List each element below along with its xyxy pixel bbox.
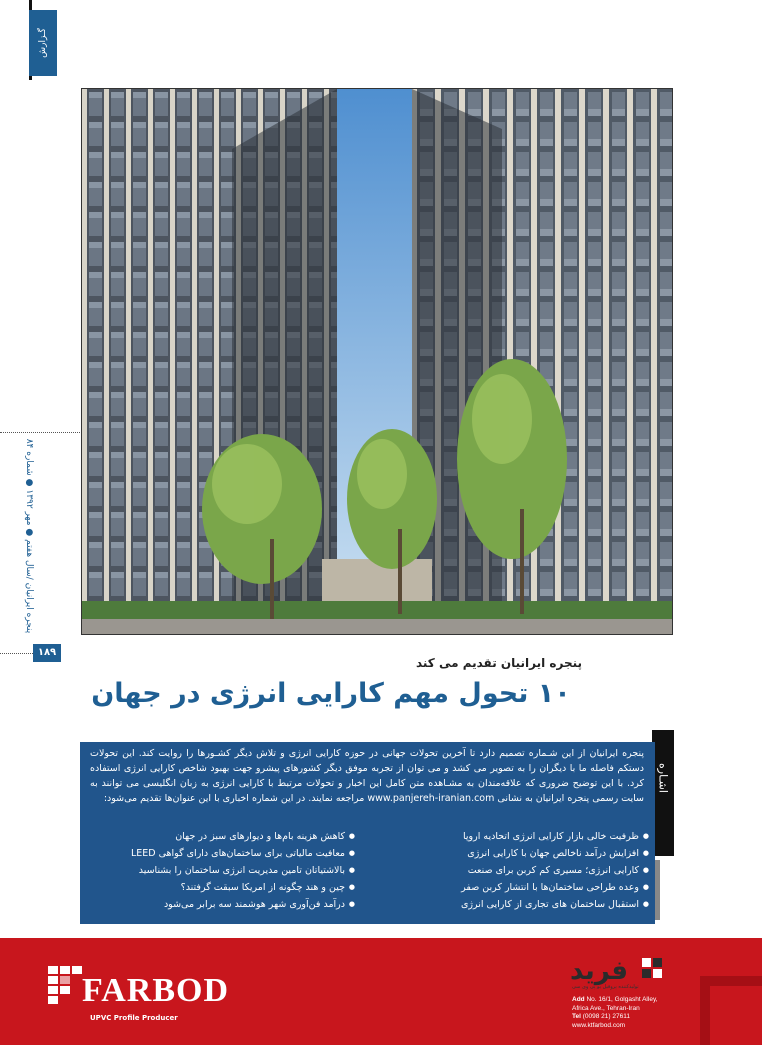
issue-meta-text: پنجره ایرانیان /سال هفتم ● مهر ۱۳۹۲ ● شماره ۸۴ (24, 438, 34, 634)
farbod-logo-icon (48, 966, 82, 1006)
page-number: ۱۸۹ (33, 644, 61, 662)
hero-photo (81, 88, 673, 635)
list-item: ● چین و هند چگونه از امریکا سبقت گرفتند؟ (131, 879, 355, 896)
footer-corner-decoration (700, 976, 762, 1045)
list-item: ● استقبال ساختمان های تجاری از کارایی انرژی (461, 896, 649, 913)
farbod-tagline: UPVC Profile Producer (90, 1014, 178, 1022)
website-link[interactable]: www.ktfarbod.com (572, 1021, 626, 1029)
article-kicker: پنجره ایرانیان تقدیم می کند (415, 656, 582, 670)
contact-block (572, 996, 658, 1030)
persian-brand-subtitle: تولیدکننده پروفیل یو پی وی سی (572, 984, 639, 990)
article-title: ۱۰ تحول مهم کارایی انرژی در جهان (91, 678, 571, 709)
list-item: ● وعده طراحی ساختمان‌ها با انتشار کربن صفر (461, 879, 649, 896)
list-item: ● ظرفیت خالی بازار کارایی انرژی اتحادیه اروپا (461, 828, 649, 845)
signpost-label (654, 748, 672, 808)
list-item: ● کارایی انرژی؛ مسیری کم کربن برای صنعت (461, 862, 649, 879)
page-number-rule (0, 653, 33, 654)
address-line-1: No. 16/1, Golgasht Alley, (586, 996, 658, 1003)
list-item: ● درآمد فن‌آوری شهر هوشمند سه برابر می‌شود (131, 896, 355, 913)
ad-footer (0, 938, 762, 1045)
intro-text: پنجره ایرانیان از این شـماره تصمیم دارد تا آخرین تحولات جهانی در حوزه کارایی انرژی و تلاش دیگر کشـورها را روایت کند. این تحولات دستکم فاصله ما با دیگران را به تصویر می کشد و می توان از تجربه موفق دیگر کشورهای پیشرو جهت بهبود شاخص کارایی انرژی استفاده کرد. با این توضیح ضروری که علاقه‌مندان به مشـاهده متن کامل این اخبار و تحولات مرتبط با کارایی انرژی به زبان انگلیسی می توانند به سایت رسمی پنجره ایرانیان به نشانی www.panjereh-iranian.com مراجعه نمایند. در این شماره اخباری با این عنوان‌ها تقدیم می‌شود: (90, 748, 644, 804)
issue-meta (22, 436, 36, 636)
signpost-accent-bar (655, 860, 660, 920)
list-item: ● کاهش هزینه بام‌ها و دیوارهای سبز در جهان (131, 828, 355, 845)
intro-box (80, 742, 655, 924)
list-item: ● بالاشتیاتان تامین مدیریت انرژی ساختمان را بشناسید (131, 862, 355, 879)
signpost-strip (652, 730, 674, 856)
signpost-label-text: اشـاره (656, 763, 670, 793)
farbod-logo-text: FARBOD (82, 972, 230, 1009)
tel-number: (0098 21) 27611 (582, 1013, 630, 1020)
headline-list-right (461, 828, 649, 913)
tel-label: Tel (572, 1013, 581, 1020)
address-label: Add (572, 996, 585, 1003)
office-towers-illustration (82, 89, 672, 634)
headline-list-left (131, 828, 355, 913)
list-item: ● افزایش درآمد ناخالص جهان با کارایی انرژی (461, 845, 649, 862)
persian-brand-name: فرید (570, 956, 628, 986)
address-line-2: Africa Ave., Tehran-Iran (572, 1004, 640, 1012)
section-tab (29, 10, 57, 76)
brand-mark-icon (642, 958, 662, 978)
section-tab-label: گـزارش (38, 28, 48, 58)
list-item: ● معافیت مالیاتی برای ساختمان‌های دارای گواهی LEED (131, 845, 355, 862)
side-dotted-rule (0, 432, 86, 433)
